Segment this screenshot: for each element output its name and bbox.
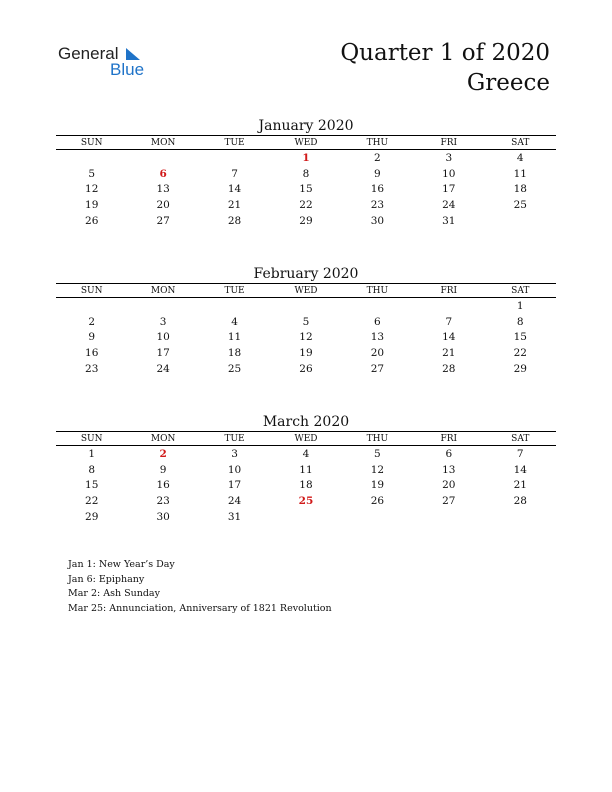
day-cell: 28 [227, 214, 242, 227]
day-cell: 13 [442, 463, 456, 476]
empty-day-cell [199, 150, 270, 166]
day-cell: 17 [442, 183, 456, 196]
month-calendar-february [56, 265, 556, 376]
empty-day-cell [56, 298, 127, 314]
day-cell: 23 [370, 198, 385, 211]
day-cell: 11 [299, 463, 313, 476]
week-row [56, 345, 556, 361]
day-cell: 10 [227, 463, 242, 476]
holiday-notes [68, 558, 332, 616]
day-cell: 23 [85, 362, 99, 375]
day-cell: 14 [227, 183, 242, 196]
page-title [340, 38, 550, 98]
weekday-header: TUE [199, 136, 270, 150]
weekday-header: FRI [413, 136, 484, 150]
week-row [56, 166, 556, 182]
day-cell: 6 [374, 315, 381, 328]
day-cell: 10 [442, 167, 456, 180]
day-cell: 17 [156, 346, 170, 359]
holiday-note: Mar 2: Ash Sunday [68, 588, 160, 599]
empty-day-cell [342, 298, 413, 314]
week-row [56, 509, 556, 525]
weekday-header: TUE [199, 284, 270, 298]
holiday-day-cell: 1 [302, 151, 310, 164]
day-cell: 4 [516, 151, 524, 164]
weekday-header: WED [270, 284, 341, 298]
day-cell: 4 [302, 447, 310, 460]
day-cell: 9 [374, 167, 381, 180]
weekday-header: FRI [413, 432, 484, 446]
holiday-day-cell: 2 [159, 447, 167, 460]
day-cell: 6 [445, 447, 453, 460]
day-cell: 7 [231, 167, 238, 180]
day-cell: 26 [85, 214, 99, 227]
day-cell: 14 [442, 331, 456, 344]
day-cell: 8 [88, 463, 96, 476]
month-calendar-march [56, 413, 556, 524]
day-cell: 27 [370, 362, 385, 375]
day-cell: 11 [227, 331, 242, 344]
empty-day-cell [270, 298, 341, 314]
empty-day-cell [270, 509, 341, 525]
day-cell: 5 [374, 447, 381, 460]
week-row [56, 298, 556, 314]
empty-day-cell [56, 150, 127, 166]
day-cell: 24 [156, 362, 170, 375]
holiday-day-cell: 6 [159, 167, 167, 180]
day-cell: 25 [513, 198, 527, 211]
day-cell: 1 [516, 299, 524, 312]
weekday-header: SAT [485, 136, 556, 150]
day-cell: 22 [85, 494, 99, 507]
week-row [56, 493, 556, 509]
day-cell: 31 [442, 214, 456, 227]
day-cell: 31 [227, 510, 242, 523]
calendar-grid [56, 431, 556, 524]
empty-day-cell [413, 509, 484, 525]
week-row [56, 477, 556, 493]
day-cell: 25 [227, 362, 242, 375]
day-cell: 22 [299, 198, 313, 211]
week-row [56, 329, 556, 345]
day-cell: 27 [442, 494, 456, 507]
empty-day-cell [485, 509, 556, 525]
empty-day-cell [199, 298, 270, 314]
day-cell: 16 [156, 479, 170, 492]
weekday-header-row [56, 284, 556, 298]
day-cell: 18 [227, 346, 242, 359]
day-cell: 12 [85, 183, 99, 196]
month-calendar-january [56, 117, 556, 228]
day-cell: 8 [302, 167, 310, 180]
day-cell: 20 [370, 346, 385, 359]
month-title: February 2020 [253, 266, 359, 282]
day-cell: 13 [156, 183, 170, 196]
day-cell: 29 [513, 362, 527, 375]
weekday-header: FRI [413, 284, 484, 298]
day-cell: 26 [299, 362, 313, 375]
day-cell: 21 [513, 479, 527, 492]
day-cell: 29 [299, 214, 313, 227]
weekday-header: TUE [199, 432, 270, 446]
day-cell: 23 [156, 494, 170, 507]
day-cell: 18 [299, 479, 313, 492]
weekday-header: MON [127, 136, 198, 150]
day-cell: 19 [370, 479, 385, 492]
country-title: Greece [466, 70, 550, 96]
day-cell: 27 [156, 214, 170, 227]
week-row [56, 462, 556, 478]
week-row [56, 361, 556, 377]
holiday-note: Mar 25: Annunciation, Anniversary of 1821 Revolution [68, 602, 332, 614]
day-cell: 2 [88, 315, 96, 328]
day-cell: 2 [374, 151, 381, 164]
holiday-note: Jan 6: Epiphany [68, 573, 145, 585]
day-cell: 29 [85, 510, 99, 523]
logo-text-general: General [58, 44, 119, 63]
quarter-title: Quarter 1 of 2020 [340, 40, 550, 66]
logo-text-blue: Blue [110, 60, 145, 79]
empty-day-cell [127, 150, 198, 166]
month-title: January 2020 [258, 118, 354, 134]
day-cell: 15 [299, 183, 313, 196]
weekday-header-row [56, 432, 556, 446]
empty-day-cell [342, 509, 413, 525]
month-title: March 2020 [262, 414, 350, 430]
calendar-grid [56, 135, 556, 228]
calendar-grid [56, 283, 556, 376]
day-cell: 9 [88, 331, 96, 344]
day-cell: 12 [370, 463, 385, 476]
day-cell: 5 [88, 167, 96, 180]
empty-day-cell [413, 298, 484, 314]
day-cell: 20 [156, 198, 170, 211]
day-cell: 22 [513, 346, 527, 359]
weekday-header: WED [270, 432, 341, 446]
weekday-header: SAT [485, 284, 556, 298]
weekday-header: THU [342, 284, 413, 298]
week-row [56, 314, 556, 330]
week-row [56, 213, 556, 229]
day-cell: 30 [156, 510, 170, 523]
day-cell: 28 [442, 362, 456, 375]
weekday-header: SUN [56, 432, 127, 446]
day-cell: 21 [442, 346, 456, 359]
day-cell: 11 [513, 167, 527, 180]
day-cell: 1 [88, 447, 96, 460]
day-cell: 17 [227, 479, 242, 492]
logo [58, 44, 158, 84]
day-cell: 16 [370, 183, 385, 196]
empty-day-cell [127, 298, 198, 314]
day-cell: 9 [159, 463, 167, 476]
day-cell: 20 [442, 479, 456, 492]
day-cell: 18 [513, 183, 527, 196]
day-cell: 3 [231, 447, 238, 460]
day-cell: 24 [227, 494, 242, 507]
day-cell: 3 [445, 151, 453, 164]
day-cell: 15 [513, 331, 527, 344]
day-cell: 7 [445, 315, 453, 328]
day-cell: 4 [231, 315, 238, 328]
weekday-header: SUN [56, 136, 127, 150]
day-cell: 3 [159, 315, 167, 328]
weekday-header: SAT [485, 432, 556, 446]
weekday-header-row [56, 136, 556, 150]
holiday-note: Jan 1: New Year’s Day [68, 559, 175, 570]
weekday-header: THU [342, 432, 413, 446]
day-cell: 12 [299, 331, 313, 344]
day-cell: 19 [85, 198, 99, 211]
week-row [56, 150, 556, 166]
weekday-header: WED [270, 136, 341, 150]
week-row [56, 197, 556, 213]
day-cell: 15 [85, 479, 99, 492]
day-cell: 14 [513, 463, 527, 476]
day-cell: 19 [299, 346, 313, 359]
day-cell: 24 [442, 198, 456, 211]
weekday-header: MON [127, 432, 198, 446]
day-cell: 28 [513, 494, 527, 507]
day-cell: 10 [156, 331, 170, 344]
empty-day-cell [485, 213, 556, 229]
weekday-header: THU [342, 136, 413, 150]
week-row [56, 181, 556, 197]
day-cell: 8 [516, 315, 524, 328]
day-cell: 16 [85, 346, 99, 359]
day-cell: 21 [227, 198, 242, 211]
holiday-day-cell: 25 [298, 494, 314, 507]
day-cell: 5 [302, 315, 310, 328]
week-row [56, 446, 556, 462]
day-cell: 30 [370, 214, 385, 227]
day-cell: 26 [370, 494, 385, 507]
weekday-header: MON [127, 284, 198, 298]
day-cell: 13 [370, 331, 385, 344]
day-cell: 7 [516, 447, 524, 460]
weekday-header: SUN [56, 284, 127, 298]
